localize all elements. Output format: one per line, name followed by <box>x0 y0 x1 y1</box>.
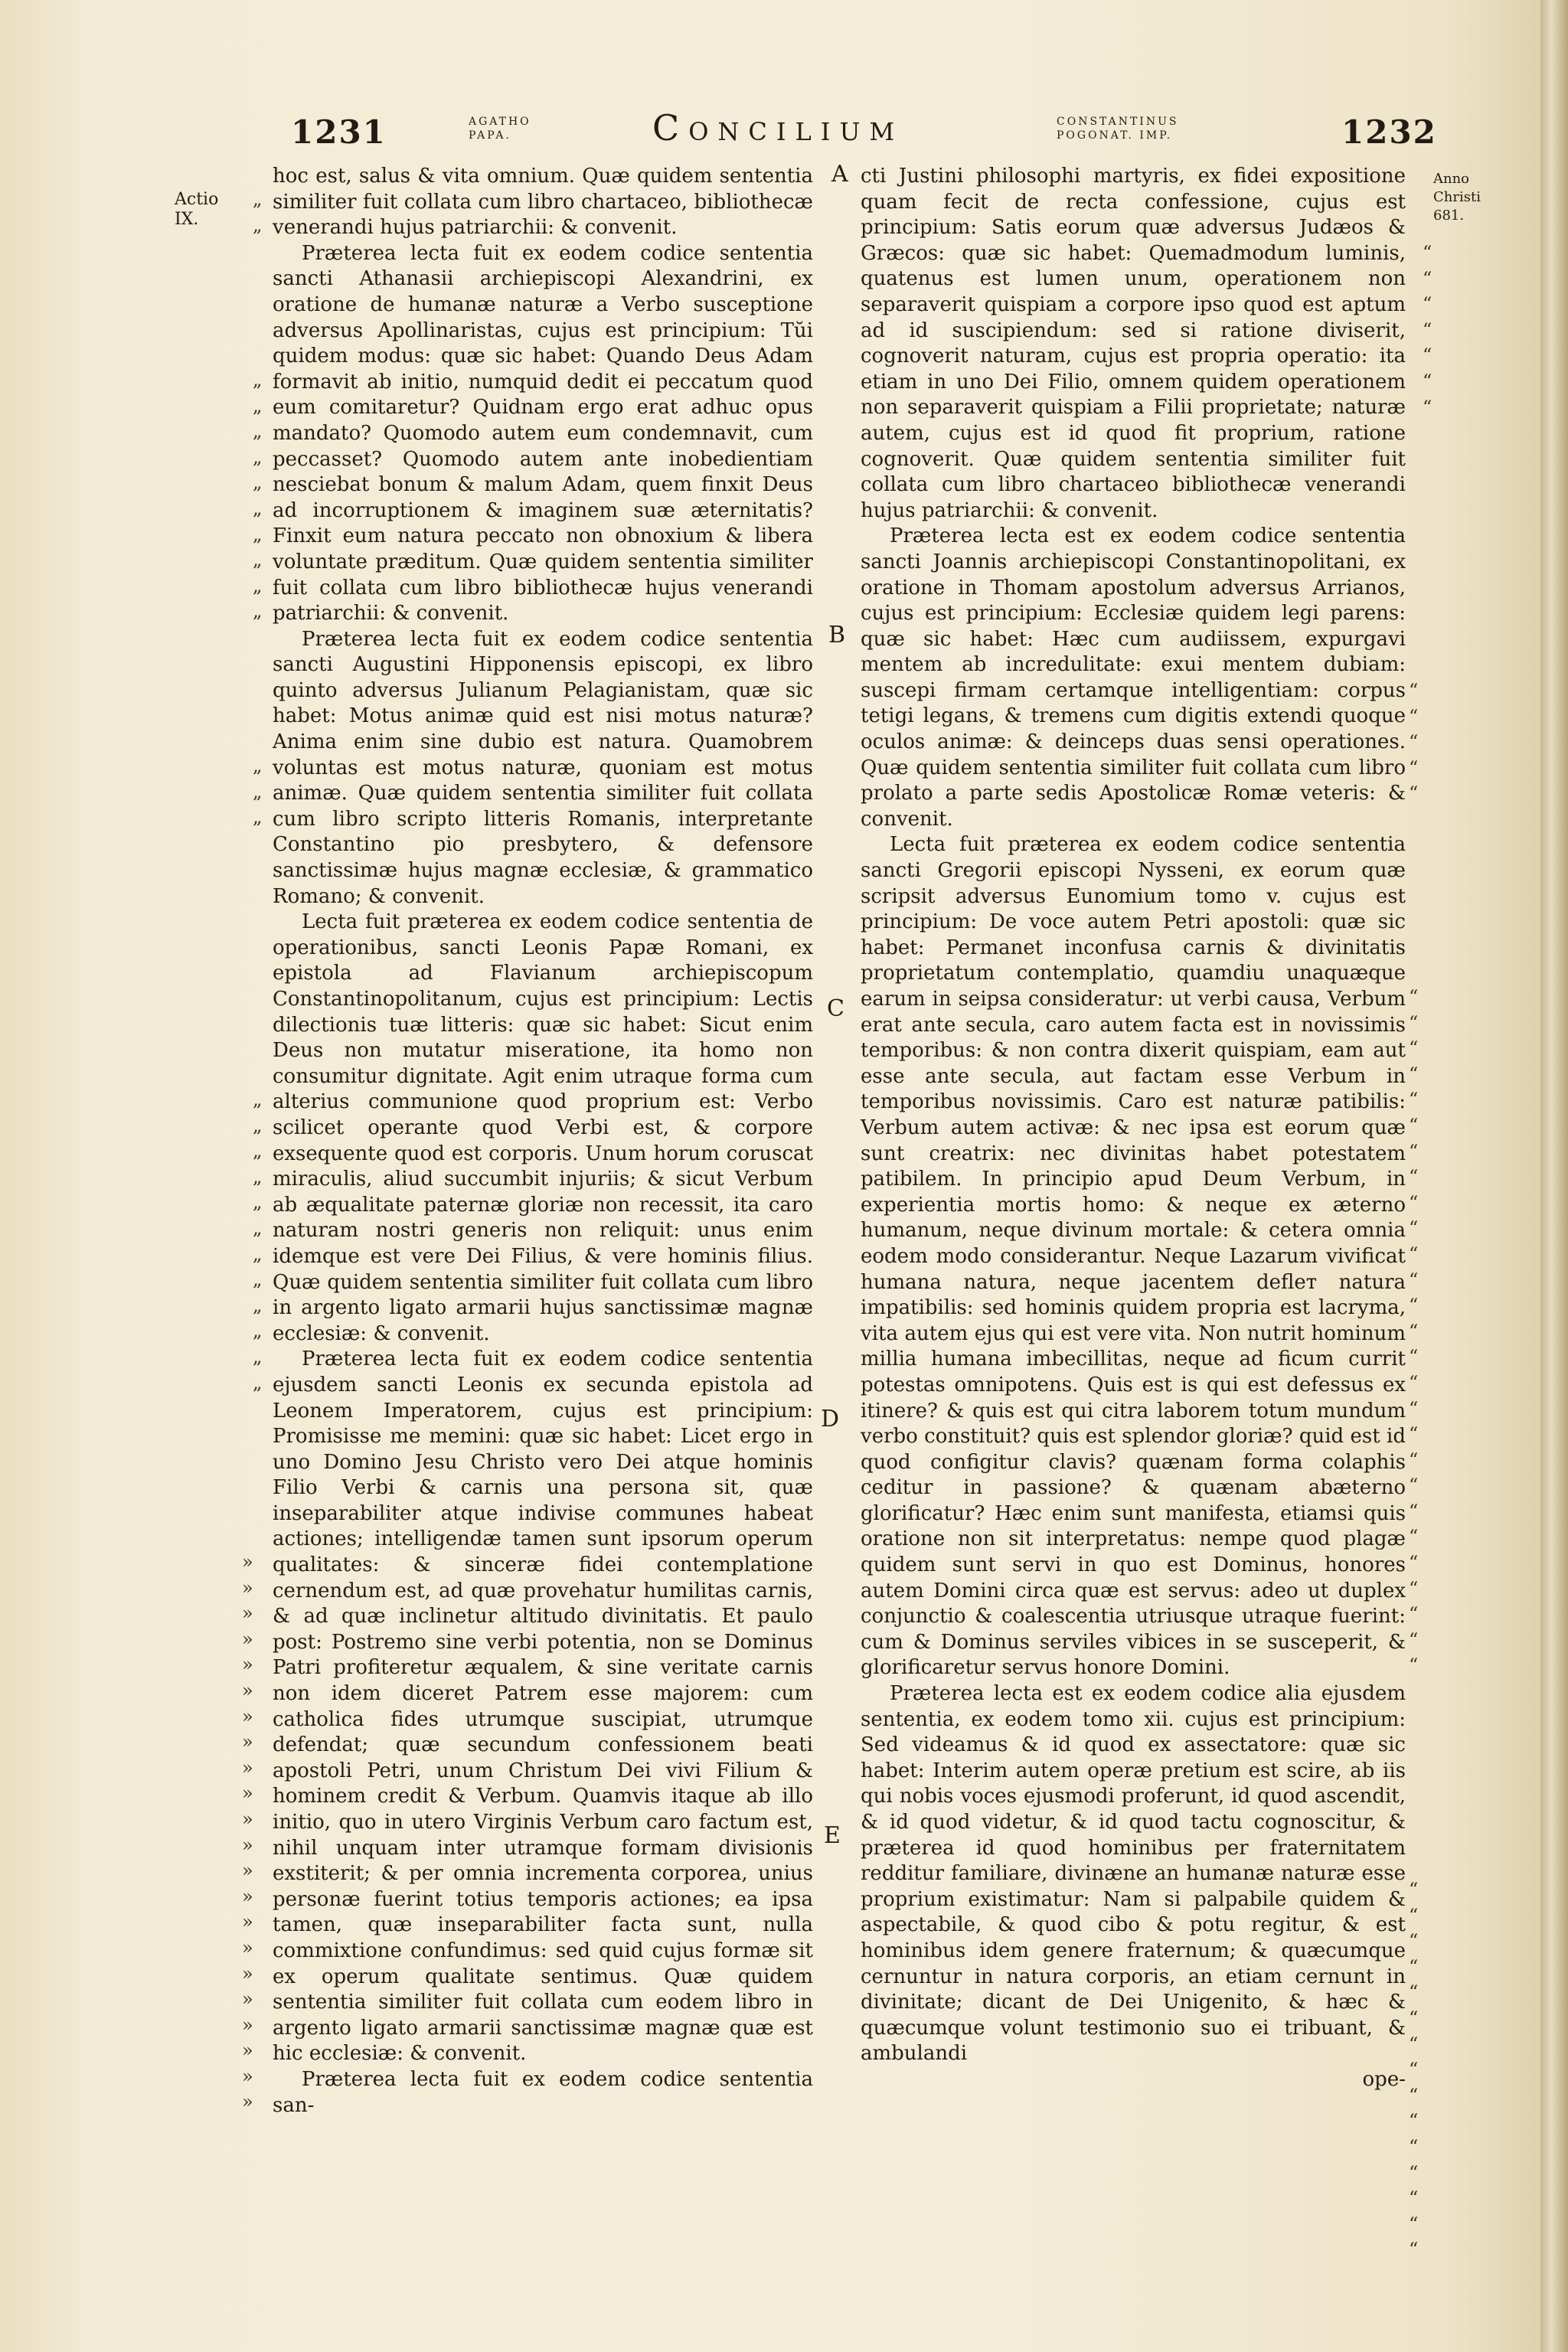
margin-christi: Christi <box>1433 189 1481 205</box>
section-letter-e: E <box>824 1822 841 1849</box>
page-edge <box>1540 0 1568 2352</box>
quote-marks-left-5: » » » » » » » » » » » » » » » » » » » » » » <box>242 1551 253 2113</box>
running-head-right <box>1057 115 1178 161</box>
margin-actio: Actio <box>175 190 219 209</box>
quote-marks-left-4: „ „ „ „ „ „ „ „ „ „ „ „ <box>253 1089 263 1393</box>
section-letter-b: B <box>828 622 846 648</box>
quote-marks-right-1: “ “ “ “ “ “ “ <box>1423 242 1432 418</box>
page-number-left: 1231 <box>291 113 387 151</box>
running-head-right-line2: POGONAT. IMP. <box>1057 129 1173 142</box>
margin-anno: Anno <box>1433 171 1470 187</box>
margin-note-right <box>1433 170 1481 225</box>
catchword: ope- <box>1362 2067 1406 2091</box>
margin-year: 681. <box>1433 207 1465 224</box>
quote-marks-left-3: „ „ „ <box>253 755 263 828</box>
paragraph-left-4: Lecta fuit præterea ex eodem codice sententia de operationibus, sancti Leonis Papæ Romani, ex epistola ad Flavianum archiepiscopum Constantinopolitanum, cujus est principium: Lectis dilectionis tuæ litteris: quæ sic habet: Sicut enim Deus non mutatur miseratione, ita homo non consumitur dignitate. Agit enim utraque forma cum alterius communione quod proprium est: Verbo scilicet operante quod Verbi est, & corpore exsequente quod est corporis. Unum horum coruscat miraculis, aliud succumbit injuriis; & sicut Verbum ab æqualitate paternæ gloriæ non recessit, ita caro naturam nostri generis non reliquit: unus enim idemque est vere Dei Filius, & vere hominis filius. Quæ quidem sententia similiter fuit collata cum libro in argento ligato armarii hujus sanctissimæ magnæ ecclesiæ: & convenit. <box>273 910 813 1345</box>
quote-marks-right-3: “ “ “ “ “ “ “ “ “ “ “ “ “ “ “ “ “ “ “ “ “ “ “ “ “ “ “ <box>1409 986 1419 1677</box>
running-head-left-line2: PAPA. <box>469 129 511 142</box>
margin-actio-number: IX. <box>175 210 199 229</box>
quote-marks-right-4: “ “ “ “ “ “ “ “ “ “ “ “ “ “ “ <box>1409 1879 1419 2261</box>
left-column <box>273 164 813 2118</box>
page-number-right: 1232 <box>1341 113 1437 151</box>
paragraph-left-1: hoc est, salus & vita omnium. Quæ quidem sententia similiter fuit collata cum libro chartaceo, bibliothecæ venerandi hujus patriarchii: & convenit. <box>273 165 813 240</box>
paragraph-right-2: Præterea lecta est ex eodem codice sententia sancti Joannis archiepiscopi Constantinopolitani, ex oratione in Thomam apostolum adversus Arrianos, cujus est principium: Ecclesiæ quidem legi parens: quæ sic habet: Hæc cum audiissem, expurgavi mentem ab incredulitate: exui mentem dubiam: suscepi firmam certamque intelligentiam: corpus tetigi legans, & tremens cum digitis extendi quoque oculos animæ: & deinceps duas sensi operationes. Quæ quidem sententia similiter fuit collata cum libro prolato a parte sedis Apostolicæ Romæ veteris: & convenit. <box>861 524 1406 831</box>
quote-marks-left-1: „ „ <box>253 188 263 236</box>
paragraph-left-6: Præterea lecta fuit ex eodem codice sententia san- <box>273 2067 813 2117</box>
paragraph-right-3: Lecta fuit præterea ex eodem codice sententia sancti Gregorii episcopi Nysseni, ex eorum quæ scripsit adversus Eunomium tomo v. cujus est principium: De voce autem Petri apostoli: quæ sic habet: Permanet inconfusa carnis & divinitatis proprietatum contemplatio, quamdiu unaquæque earum in seipsa consideratur: ut verbi causa, Verbum erat ante secula, caro autem facta est in novissimis temporibus: & non contra dixerit quispiam, eam aut esse ante secula, aut factam esse Verbum in temporibus novissimis. Caro est naturæ patibilis: Verbum autem activæ: & nec ipsa est eorum quæ sunt creatrix: nec divinitas habet potestatem patibilem. In principio apud Deum Verbum, in experientia mortis homo: & neque ex æterno humanum, neque divinum mortale: & cetera omnia eodem modo considerantur. Neque Lazarum vivificat humana natura, neque jacentem defleт natura impatibilis: sed hominis quidem propria est lacryma, vita autem ejus qui est vere vita. Non nutrit hominum millia humana imbecillitas, neque ad ficum currit potestas omnipotens. Quis est is qui est defessus ex itinere? & quis est qui citra laborem totum mundum verbo constituit? quis est splendor gloriæ? quid est id quod configitur clavis? quænam forma colaphis ceditur in passione? & quænam abæterno glorificatur? Hæc enim sunt manifesta, etiamsi quis oratione non sit interpretatus: nempe quod plagæ quidem sunt servi in quo est Dominus, honores autem Domini circa quæ est servus: adeo ut duplex conjunctio & coalescentia utriusque utraque fuerint: cum & Dominus serviles vibices in se susceperit, & glorificaretur servus honore Domini. <box>861 833 1406 1680</box>
paragraph-right-4: Præterea lecta est ex eodem codice alia ejusdem sententia, ex eodem tomo xii. cujus est principium: Sed videamus & id quod ex assectatore: quæ sic habet: Interim autem operæ pretium est scire, ab iis qui nobis voces ejusmodi proferunt, id quod ascendit, & id quod videtur, & id quod tactu cognoscitur, & præterea id quod hominibus per fraternitatem redditur familiare, divinæne an humanæ naturæ esse proprium existimatur: Nam si palpabile quidem & aspectabile, & quod cibo & potu regitur, & est hominibus idem genere fraternum; & quæcumque cernuntur in natura corporis, an etiam cernunt in divinitate; dicant de Dei Unigenito, & hæc & quæcumque volunt testimonio suo ei tribuant, & ambulandi <box>861 1682 1406 2066</box>
paragraph-left-5: Præterea lecta fuit ex eodem codice sententia ejusdem sancti Leonis ex secunda epistola ad Leonem Imperatorem, cujus est principium: Promisisse me memini: quæ sic habet: Licet ergo in uno Domino Jesu Christo vero Dei atque hominis Filio Verbi & carnis una persona sit, quæ inseparabiliter atque indivise communes habeat actiones; intelligendæ tamen sunt ipsorum operum qualitates: & sinceræ fidei contemplatione cernendum est, ad quæ provehatur humilitas carnis, & ad quæ inclinetur altitudo divinitatis. Et paulo post: Postremo sine verbi potentia, non se Dominus Patri profiteretur æqualem, & sine veritate carnis non idem diceret Patrem esse majorem: cum catholica fides utrumque suscipiat, utrumque defendat; quæ secundum confessionem beati apostoli Petri, unum Christum Dei vivi Filium & hominem credit & Verbum. Quamvis itaque ab illo initio, quo in utero Virginis Verbum caro factum est, nihil unquam inter utramque formam divisionis exstiterit; & per omnia incrementa corporea, unius personæ fuerint totius temporis actiones; ea ipsa tamen, quæ inseparabiliter facta sunt, nulla commixtione confundimus: sed quid cujus formæ sit ex operum qualitate sentimus. Quæ quidem sententia similiter fuit collata cum eodem libro in argento ligato armarii sanctissimæ magnæ quæ est hic ecclesiæ: & convenit. <box>273 1348 813 2066</box>
running-head-left-line1: AGATHO <box>469 116 531 128</box>
margin-note-left <box>175 190 218 230</box>
paragraph-right-1: cti Justini philosophi martyris, ex fidei expositione quam fecit de recta confessione, cujus est principium: Satis eorum quæ adversus Judæos & Græcos: quæ sic habet: Quemadmodum luminis, quatenus est lumen unum, operationem non separaverit quispiam a corpore ipso quod est aptum ad id suscipiendum: sed si ratione diviserit, cognoverit naturam, cujus est propria operatio: ita etiam in uno Dei Filio, omnem quidem operationem non separaverit quispiam a Filii proprietate; naturæ autem, cujus est id quod fit proprium, ratione cognoverit. Quæ quidem sententia similiter fuit collata cum libro chartaceo bibliothecæ venerandi hujus patriarchii: & convenit. <box>861 165 1406 522</box>
paragraph-left-2: Præterea lecta fuit ex eodem codice sententia sancti Athanasii archiepiscopi Alexandrini, ex oratione de humanæ naturæ a Verbo susceptione adversus Apollinaristas, cujus est principium: Tŭi quidem modus: quæ sic habet: Quando Deus Adam formavit ab initio, numquid dedit ei peccatum quod eum comitaretur? Quidnam ergo erat adhuc opus mandato? Quomodo autem eum condemnavit, cum peccasset? Quomodo autem ante inobedientiam nesciebat bonum & malum Adam, quem finxit Deus ad incorruptionem & imaginem suæ æternitatis? Finxit eum natura peccato non obnoxium & libera voluntate præditum. Quæ quidem sententia similiter fuit collata cum libro bibliothecæ hujus venerandi patriarchii: & convenit. <box>273 241 813 626</box>
running-head-right-line1: CONSTANTINUS <box>1057 116 1179 128</box>
quote-marks-left-2: „ „ „ „ „ „ „ „ „ „ <box>253 369 263 622</box>
section-letter-c: C <box>827 995 844 1022</box>
section-letter-a: A <box>831 161 848 188</box>
running-head-left <box>469 115 531 161</box>
section-letter-d: D <box>821 1406 840 1432</box>
paragraph-left-3: Præterea lecta fuit ex eodem codice sententia sancti Augustini Hipponensis episcopi, ex libro quinto adversus Julianum Pelagianistam, quæ sic habet: Motus animæ quid est nisi motus naturæ? Anima enim sine dubio est natura. Quamobrem voluntas est motus naturæ, quoniam est motus animæ. Quæ quidem sententia similiter fuit collata cum libro scripto litteris Romanis, interpretante Constantino pio presbytero, & defensore sanctissimæ hujus magnæ ecclesiæ, & grammatico Romano; & convenit. <box>273 627 813 908</box>
right-column <box>861 164 1406 2093</box>
running-title: Concilium <box>652 107 904 149</box>
quote-marks-right-2: “ “ “ “ “ <box>1409 680 1419 805</box>
